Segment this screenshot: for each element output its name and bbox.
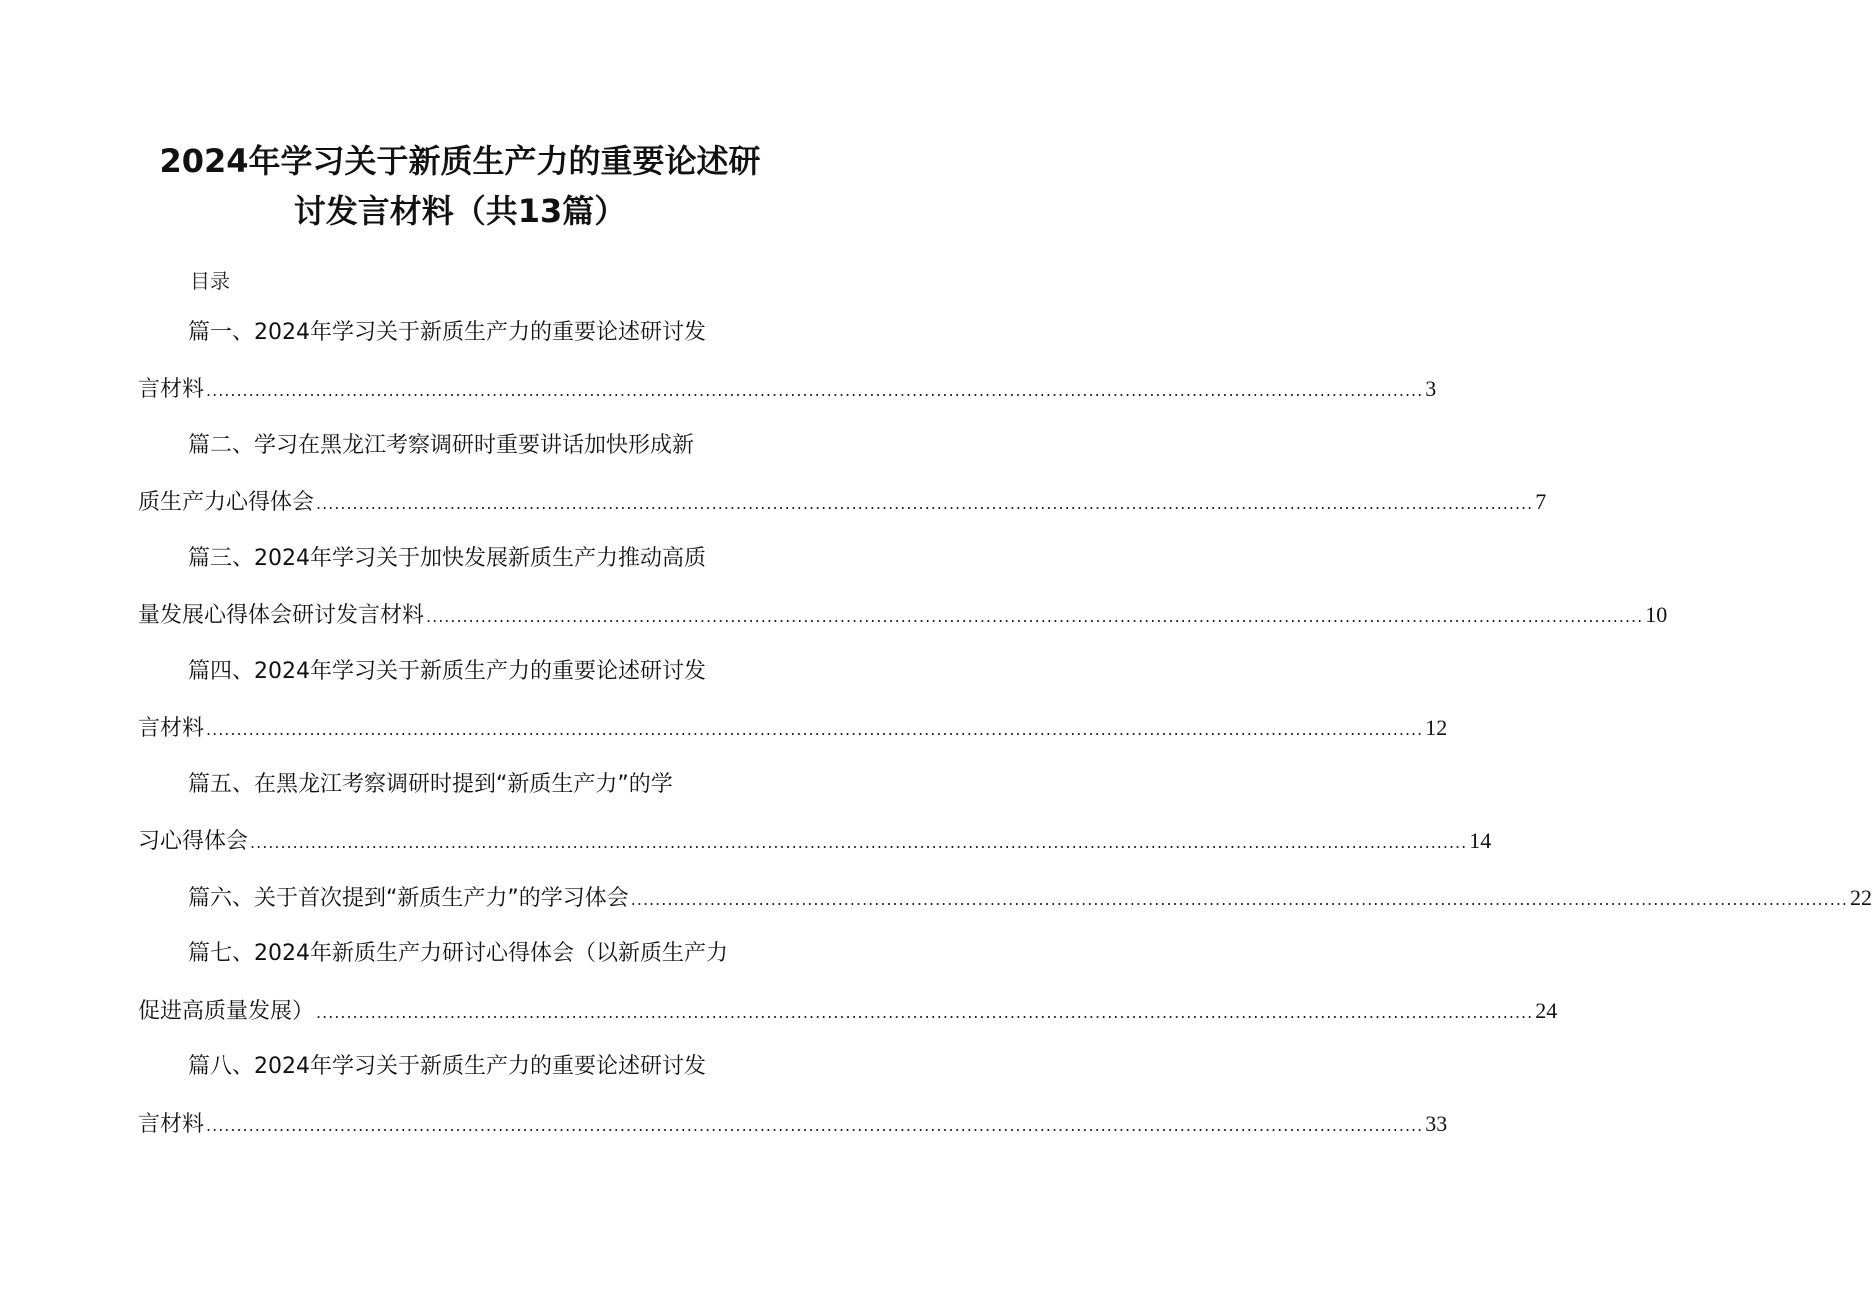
toc-entry-3-line-1[interactable]: 篇三、2024年学习关于加快发展新质生产力推动高质 — [188, 546, 706, 571]
toc-entry-text: 言材料 — [138, 716, 205, 741]
toc-entry-4-line-1[interactable]: 篇四、2024年学习关于新质生产力的重要论述研讨发 — [188, 659, 706, 684]
toc-heading: 目录 — [190, 269, 230, 293]
dot-leader: ........................................................................................................................................................................................................ — [316, 494, 1534, 513]
toc-page-number: 24 — [1535, 998, 1558, 1023]
toc-entry-6-line-1[interactable] — [188, 882, 1872, 914]
toc-entry-text: 习心得体会 — [138, 829, 249, 854]
toc-page-number: 12 — [1425, 715, 1448, 740]
dot-leader: ........................................................................................................................................................................................................ — [206, 381, 1424, 400]
toc-page-number: 7 — [1535, 489, 1547, 514]
dot-leader: ........................................................................................................................................................................................................ — [206, 1116, 1424, 1135]
toc-entry-text: 量发展心得体会研讨发言材料 — [138, 603, 425, 628]
toc-entry-8-line-2[interactable] — [138, 1108, 1448, 1140]
toc-page-number: 22 — [1849, 885, 1872, 910]
toc-entry-5-line-1[interactable]: 篇五、在黑龙江考察调研时提到“新质生产力”的学 — [188, 772, 673, 797]
toc-entry-text: 促进高质量发展） — [138, 999, 315, 1024]
toc-entry-text: 言材料 — [138, 1112, 205, 1137]
dot-leader: ........................................................................................................................................................................................................ — [250, 833, 1468, 852]
toc-entry-text: 质生产力心得体会 — [138, 490, 315, 515]
toc-page-number: 33 — [1425, 1111, 1448, 1136]
document-title-line-2: 讨发言材料（共13篇） — [293, 192, 627, 230]
dot-leader: ........................................................................................................................................................................................................ — [630, 890, 1848, 909]
toc-page-number: 14 — [1469, 828, 1492, 853]
toc-entry-7-line-2[interactable] — [138, 995, 1558, 1027]
toc-entry-8-line-1[interactable]: 篇八、2024年学习关于新质生产力的重要论述研讨发 — [188, 1054, 706, 1079]
toc-entry-text: 篇六、关于首次提到“新质生产力”的学习体会 — [188, 886, 629, 911]
dot-leader: ........................................................................................................................................................................................................ — [426, 607, 1644, 626]
toc-entry-1-line-2[interactable] — [138, 373, 1437, 405]
toc-entry-text: 言材料 — [138, 377, 205, 402]
toc-entry-7-line-1[interactable]: 篇七、2024年新质生产力研讨心得体会（以新质生产力 — [188, 941, 728, 966]
dot-leader: ........................................................................................................................................................................................................ — [206, 720, 1424, 739]
toc-entry-2-line-2[interactable] — [138, 486, 1547, 518]
toc-page-number: 3 — [1425, 376, 1437, 401]
toc-entry-5-line-2[interactable] — [138, 825, 1492, 857]
toc-entry-2-line-1[interactable]: 篇二、学习在黑龙江考察调研时重要讲话加快形成新 — [188, 433, 695, 458]
toc-page-number: 10 — [1645, 602, 1668, 627]
dot-leader: ........................................................................................................................................................................................................ — [316, 1003, 1534, 1022]
toc-entry-4-line-2[interactable] — [138, 712, 1448, 744]
document-title-line-1: 2024年学习关于新质生产力的重要论述研 — [159, 142, 761, 180]
toc-entry-3-line-2[interactable] — [138, 599, 1668, 631]
toc-entry-1-line-1[interactable]: 篇一、2024年学习关于新质生产力的重要论述研讨发 — [188, 320, 706, 345]
